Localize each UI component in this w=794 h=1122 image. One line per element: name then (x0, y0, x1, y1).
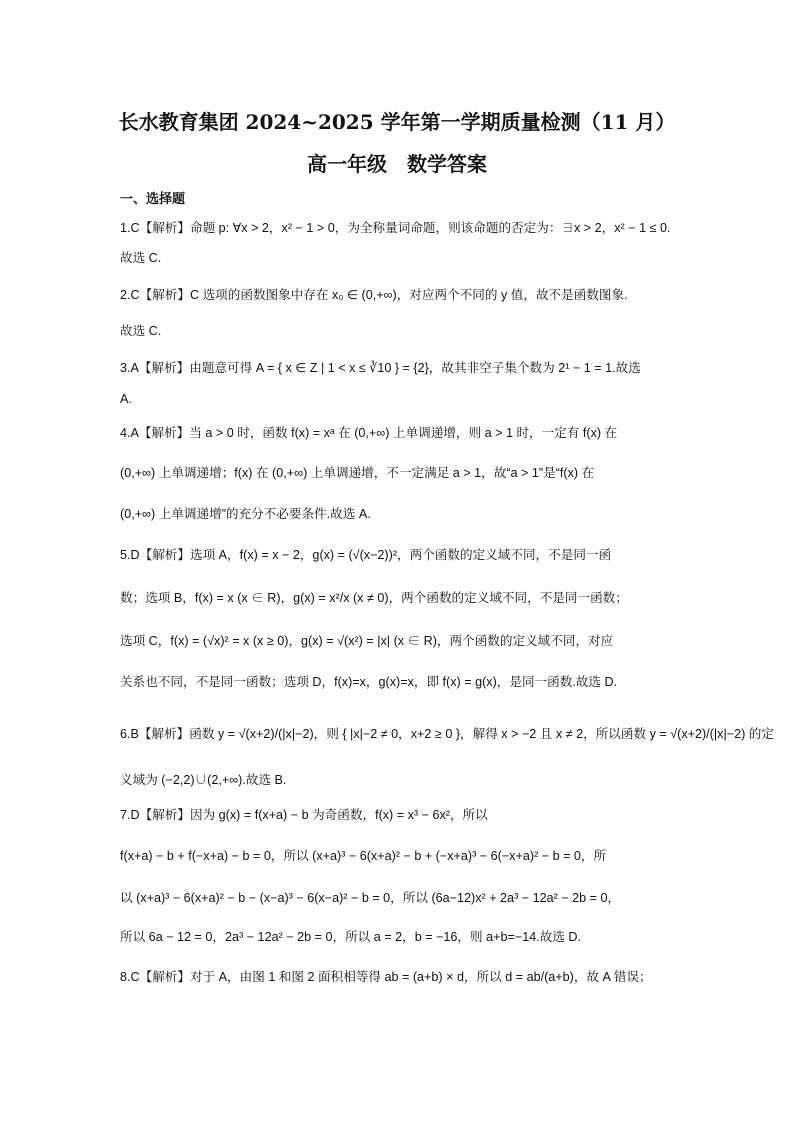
answer-line: 4.A【解析】当 a > 0 时，函数 f(x) = xᵃ 在 (0,+∞) 上单调递增，则 a > 1 时，一定有 f(x) 在 (120, 426, 618, 440)
answer-line: 选项 C，f(x) = (√x)² = x (x ≥ 0)，g(x) = √(x²) = |x| (x ∈ R)，两个函数的定义域不同，对应 (120, 634, 614, 648)
answer-line: 5.D【解析】选项 A，f(x) = x − 2，g(x) = (√(x−2))²，两个函数的定义域不同，不是同一函 (120, 548, 612, 562)
answer-line: 关系也不同，不是同一函数；选项 D，f(x)=x，g(x)=x，即 f(x) = g(x)，是同一函数.故选 D. (120, 675, 618, 689)
answer-line: (0,+∞) 上单调递增”的充分不必要条件.故选 A. (120, 507, 371, 521)
answer-line: 以 (x+a)³ − 6(x+a)² − b − (x−a)³ − 6(x−a)² − b = 0，所以 (6a−12)x² + 2a³ − 12a² − 2b = 0， (120, 891, 621, 905)
answer-line: f(x+a) − b + f(−x+a) − b = 0，所以 (x+a)³ − 6(x+a)² − b + (−x+a)³ − 6(−x+a)² − b = 0，所 (120, 849, 607, 863)
answer-line: 2.C【解析】C 选项的函数图象中存在 x₀ ∈ (0,+∞)，对应两个不同的 y 值，故不是函数图象. (120, 288, 628, 302)
answer-line: 3.A【解析】由题意可得 A = { x ∈ Z | 1 < x ≤ ∛10 } = {2}，故其非空子集个数为 2¹ − 1 = 1.故选 (120, 361, 641, 375)
answer-line: (0,+∞) 上单调递增；f(x) 在 (0,+∞) 上单调递增，不一定满足 a > 1，故“a > 1”是“f(x) 在 (120, 466, 595, 480)
answer-line: 义域为 (−2,2)∪(2,+∞).故选 B. (120, 773, 287, 787)
answer-line: 7.D【解析】因为 g(x) = f(x+a) − b 为奇函数，f(x) = x³ − 6x²，所以 (120, 808, 488, 822)
section-heading: 一、选择题 (120, 191, 186, 206)
answer-line: 数；选项 B，f(x) = x (x ∈ R)，g(x) = x²/x (x ≠ 0)，两个函数的定义域不同，不是同一函数； (120, 591, 628, 605)
answer-line: 所以 6a − 12 = 0，2a³ − 12a² − 2b = 0，所以 a = 2，b = −16，则 a+b=−14.故选 D. (120, 930, 581, 944)
document-title: 长水教育集团 2024~2025 学年第一学期质量检测（11 月） (118, 110, 676, 134)
document-subtitle: 高一年级 数学答案 (307, 152, 487, 176)
answer-line: 6.B【解析】函数 y = √(x+2)/(|x|−2)，则 { |x|−2 ≠ 0，x+2 ≥ 0 }，解得 x > −2 且 x ≠ 2，所以函数 y = √(x+2)/(|x|−2) 的定 (120, 727, 774, 741)
answer-line: A. (120, 392, 132, 406)
answer-line: 故选 C. (120, 324, 162, 338)
answer-line: 故选 C. (120, 251, 162, 265)
answer-line: 8.C【解析】对于 A，由图 1 和图 2 面积相等得 ab = (a+b) × d，所以 d = ab/(a+b)，故 A 错误； (120, 970, 652, 984)
answer-line: 1.C【解析】命题 p: ∀x > 2，x² − 1 > 0，为全称量词命题，则该命题的否定为：∃x > 2，x² − 1 ≤ 0. (120, 221, 671, 235)
